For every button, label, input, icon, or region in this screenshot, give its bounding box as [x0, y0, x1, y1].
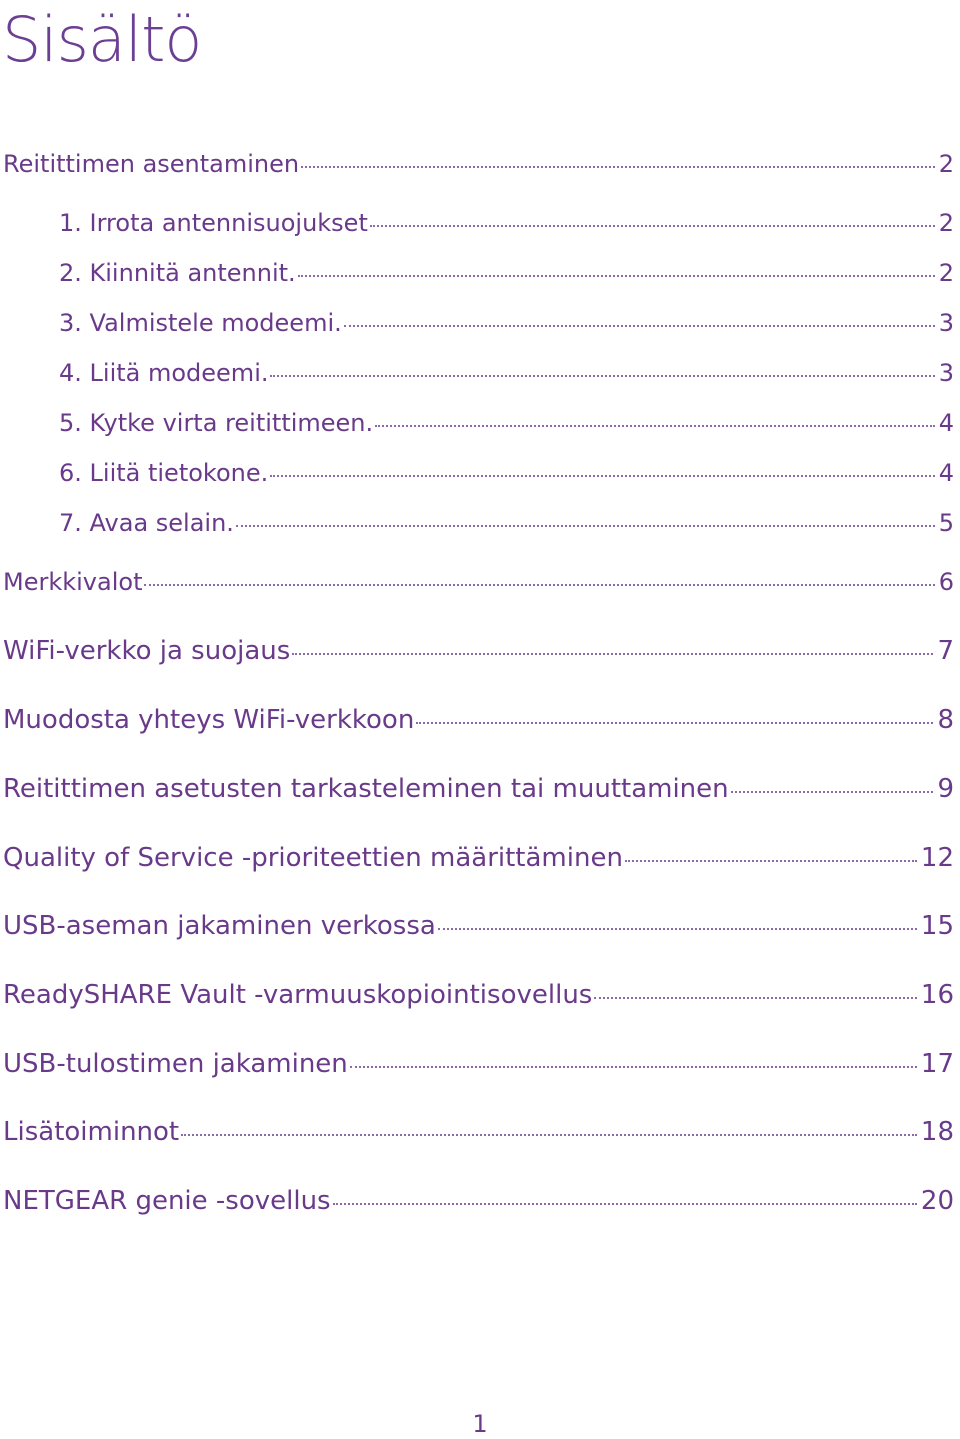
dot-leader	[236, 521, 935, 527]
toc-entry-page: 7	[937, 636, 954, 666]
toc-entry[interactable]	[3, 1049, 954, 1079]
toc-entry-label: 2. Kiinnitä antennit.	[59, 259, 296, 287]
dot-leader	[181, 1130, 917, 1136]
toc-entry-page: 15	[920, 911, 954, 941]
toc-entry[interactable]	[59, 509, 954, 537]
toc-entry-label: ReadySHARE Vault -varmuuskopiointisovellus	[3, 980, 593, 1010]
toc-entry-label: Quality of Service -prioriteettien määrittäminen	[3, 843, 623, 873]
toc-entry-label: 4. Liitä modeemi.	[59, 359, 269, 387]
toc-entry-label: 5. Kytke virta reitittimeen.	[59, 409, 374, 437]
dot-leader	[416, 718, 933, 724]
dot-leader	[270, 371, 934, 377]
dot-leader	[344, 321, 935, 327]
dot-leader	[370, 221, 935, 227]
toc-entry[interactable]	[3, 843, 954, 873]
toc-entry[interactable]	[3, 1186, 954, 1216]
toc-entry-page: 16	[920, 980, 954, 1010]
toc-entry-label: USB-aseman jakaminen verkossa	[3, 911, 436, 941]
dot-leader	[301, 162, 935, 168]
toc-entry-page: 8	[937, 705, 954, 735]
toc-entry[interactable]	[3, 150, 954, 178]
toc-entry-page: 18	[920, 1117, 954, 1147]
toc-entry-label: 1. Irrota antennisuojukset	[59, 209, 368, 237]
dot-leader	[625, 856, 917, 862]
toc-entry[interactable]	[59, 209, 954, 237]
toc-entry[interactable]	[3, 568, 954, 596]
toc-entry[interactable]	[59, 409, 954, 437]
toc-entry-page: 17	[920, 1049, 954, 1079]
dot-leader	[731, 787, 934, 793]
toc-entry[interactable]	[3, 1117, 954, 1147]
toc-entry-label: Muodosta yhteys WiFi-verkkoon	[3, 705, 415, 735]
toc-entry[interactable]	[3, 980, 954, 1010]
toc-entry-page: 20	[920, 1186, 954, 1216]
toc-entry-page: 3	[938, 309, 954, 337]
toc-entry-page: 4	[938, 409, 954, 437]
toc-entry-page: 2	[938, 209, 954, 237]
page-title: Sisältö	[2, 3, 202, 76]
toc-entry[interactable]	[59, 259, 954, 287]
toc-entry[interactable]	[3, 705, 954, 735]
toc-entry[interactable]	[3, 636, 954, 666]
dot-leader	[333, 1199, 917, 1205]
toc-entry-label: Reitittimen asetusten tarkasteleminen tai muuttaminen	[3, 774, 729, 804]
toc-entry-page: 4	[938, 459, 954, 487]
dot-leader	[292, 649, 933, 655]
toc-entry-page: 3	[938, 359, 954, 387]
dot-leader	[375, 421, 935, 427]
toc-entry[interactable]	[59, 359, 954, 387]
toc-entry-label: Reitittimen asentaminen	[3, 150, 300, 178]
dot-leader	[594, 993, 917, 999]
page-number: 1	[472, 1410, 488, 1438]
dot-leader	[298, 271, 935, 277]
toc-entry[interactable]	[3, 774, 954, 804]
toc-entry-page: 6	[938, 568, 954, 596]
dot-leader	[144, 580, 934, 586]
toc-entry-label: NETGEAR genie -sovellus	[3, 1186, 331, 1216]
toc-entry-label: Lisätoiminnot	[3, 1117, 180, 1147]
toc-entry-label: WiFi-verkko ja suojaus	[3, 636, 291, 666]
dot-leader	[270, 471, 934, 477]
toc-entry-label: Merkkivalot	[3, 568, 143, 596]
toc-entry-label: 3. Valmistele modeemi.	[59, 309, 342, 337]
toc-entry-page: 2	[938, 150, 954, 178]
toc-entry-label: USB-tulostimen jakaminen	[3, 1049, 348, 1079]
toc-entry-page: 12	[920, 843, 954, 873]
toc-entry[interactable]	[3, 911, 954, 941]
toc-entry-label: 7. Avaa selain.	[59, 509, 234, 537]
toc-entry-page: 2	[938, 259, 954, 287]
toc-entry[interactable]	[59, 309, 954, 337]
dot-leader	[350, 1062, 917, 1068]
toc-entry-page: 5	[938, 509, 954, 537]
toc-entry-label: 6. Liitä tietokone.	[59, 459, 269, 487]
toc-entry-page: 9	[937, 774, 954, 804]
toc-entry[interactable]	[59, 459, 954, 487]
dot-leader	[438, 924, 917, 930]
